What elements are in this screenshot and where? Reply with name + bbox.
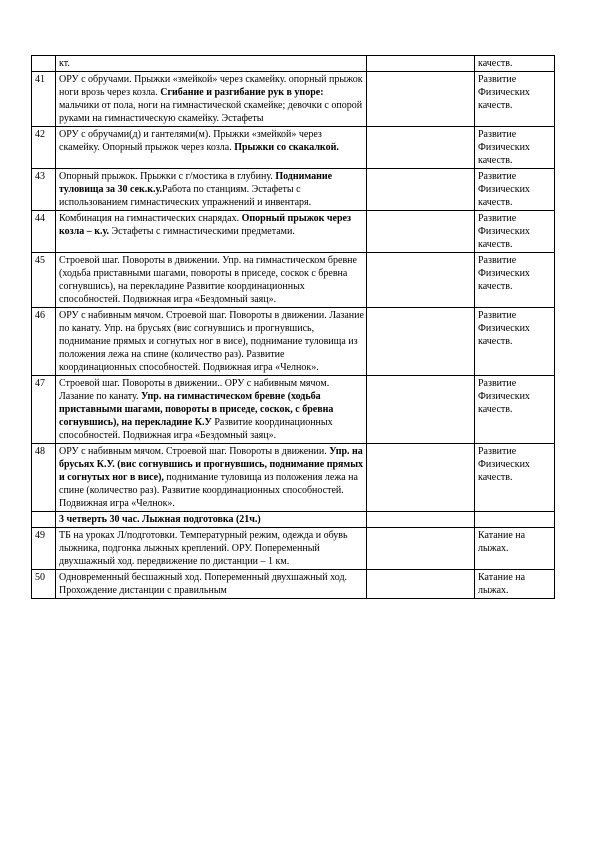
- text: Эстафеты с гимнастическими предметами.: [109, 226, 295, 237]
- empty-cell: [367, 56, 475, 72]
- text: Одновременный бесшажный ход. Попеременный двухшажный ход. Прохождение дистанции с правильным: [59, 572, 348, 596]
- empty-cell: [367, 570, 475, 599]
- text: ОРУ с набивным мячом. Строевой шаг. Повороты в движении.: [59, 446, 330, 457]
- lesson-number: 42: [32, 127, 56, 169]
- lesson-content: [56, 308, 367, 376]
- lesson-goal: Катание на лыжах.: [475, 528, 555, 570]
- lesson-row: [32, 528, 555, 570]
- lesson-content: [56, 169, 367, 211]
- lesson-number: 45: [32, 253, 56, 308]
- empty-cell: [367, 253, 475, 308]
- lesson-goal: качеств.: [475, 56, 555, 72]
- lesson-goal: Катание на лыжах.: [475, 570, 555, 599]
- text: Строевой шаг. Повороты в движении. Упр. на гимнастическом бревне (ходьба приставными шагами, повороты в приседе, соскок с бревна согнувшись), на перекладине Развитие координационных способностей. Подвижная игра «Бездомный заяц».: [59, 255, 357, 305]
- lesson-goal: Развитие Физических качеств.: [475, 169, 555, 211]
- lesson-content: [56, 211, 367, 253]
- lesson-content: [56, 56, 367, 72]
- empty-cell: [367, 444, 475, 512]
- text: Строевой шаг. Повороты в движении.. ОРУ с набивным мячом. Лазание по канату.: [59, 378, 330, 402]
- lesson-number: 50: [32, 570, 56, 599]
- bold-text: Прыжки со скакалкой.: [234, 142, 339, 153]
- lesson-row: [32, 72, 555, 127]
- empty-cell: [367, 512, 475, 528]
- lesson-goal: Развитие Физических качеств.: [475, 308, 555, 376]
- lesson-row: [32, 127, 555, 169]
- lesson-row: [32, 253, 555, 308]
- empty-cell: [367, 376, 475, 444]
- text: мальчики от пола, ноги на гимнастической скамейке; девочки с опорой руками на гимнастическую скамейку. Эстафеты: [59, 100, 363, 124]
- text: ОРУ с обручами. Прыжки «змейкой» через скамейку. опорный прыжок ноги врозь через козла.: [59, 74, 363, 98]
- lesson-number: 48: [32, 444, 56, 512]
- lesson-row: [32, 56, 555, 72]
- lesson-content: [56, 253, 367, 308]
- lesson-content: [56, 376, 367, 444]
- text: Работа по станциям. Эстафеты с использованием гимнастических упражнений и инвентаря.: [59, 184, 312, 208]
- lesson-goal: Развитие Физических качеств.: [475, 127, 555, 169]
- lesson-content: [56, 127, 367, 169]
- lesson-number: 41: [32, 72, 56, 127]
- empty-cell: [367, 72, 475, 127]
- lesson-goal: Развитие Физических качеств.: [475, 376, 555, 444]
- text: кт.: [59, 58, 70, 69]
- lesson-goal: Развитие Физических качеств.: [475, 253, 555, 308]
- lesson-number: 49: [32, 528, 56, 570]
- lesson-number: [32, 56, 56, 72]
- text: ОРУ с обручами(д) и гантелями(м). Прыжки «змейкой» через скамейку. Опорный прыжок через козла.: [59, 129, 322, 153]
- empty-cell: [367, 211, 475, 253]
- empty-cell: [367, 169, 475, 211]
- lesson-goal: Развитие Физических качеств.: [475, 211, 555, 253]
- lesson-goal: Развитие Физических качеств.: [475, 444, 555, 512]
- text: Опорный прыжок. Прыжки с г/мостика в глубину.: [59, 171, 276, 182]
- empty-cell: [367, 127, 475, 169]
- lesson-row: [32, 376, 555, 444]
- lesson-number: [32, 512, 56, 528]
- empty-cell: [367, 308, 475, 376]
- lesson-content: [56, 570, 367, 599]
- lesson-content: [56, 528, 367, 570]
- bold-text: Сгибание и разгибание рук в упоре:: [160, 87, 324, 98]
- bold-text: Упр. на брусьях К.У. (вис согнувшись и прогнувшись, поднимание прямых и согнутых ног в висе),: [59, 446, 364, 483]
- bold-text: Поднимание туловища за 30 сек.к.у.: [59, 171, 333, 195]
- bold-text: 3 четверть 30 час. Лыжная подготовка (21ч.): [59, 514, 261, 525]
- text: поднимание туловища из положения лежа на спине (количество раз). Развитие координационных способностей. Подвижная игра «Челнок».: [59, 472, 358, 509]
- lesson-goal: [475, 512, 555, 528]
- section-header-row: [32, 512, 555, 528]
- lesson-number: 46: [32, 308, 56, 376]
- text: Комбинация на гимнастических снарядах.: [59, 213, 242, 224]
- bold-text: Упр. на гимнастическом бревне (ходьба приставными шагами, повороты в приседе, соскок, с бревна согнувшись), на перекладине К.У: [59, 391, 334, 428]
- lesson-number: 47: [32, 376, 56, 444]
- text: ОРУ с набивным мячом. Строевой шаг. Повороты в движении. Лазание по канату. Упр. на брусьях (вис согнувшись и прогнувшись, поднимание прямых и согнутых ног в висе), поднимание туловища из положения лежа на спине (количество раз). Развитие координационных способностей. Подвижная игра «Челнок».: [59, 310, 364, 373]
- lesson-row: [32, 444, 555, 512]
- lesson-plan-body: [32, 56, 555, 599]
- lesson-row: [32, 211, 555, 253]
- lesson-goal: Развитие Физических качеств.: [475, 72, 555, 127]
- lesson-plan-table: [31, 55, 555, 599]
- text: ТБ на уроках Л/подготовки. Температурный режим, одежда и обувь лыжника, подгонка лыжных креплений. ОРУ. Попеременный двухшажный ход. передвижение по дистанции – 1 км.: [59, 530, 348, 567]
- lesson-number: 43: [32, 169, 56, 211]
- text: Развитие координационных способностей. Подвижная игра «Бездомный заяц».: [59, 417, 333, 441]
- lesson-number: 44: [32, 211, 56, 253]
- bold-text: Опорный прыжок через козла – к.у.: [59, 213, 352, 237]
- section-title: [56, 512, 367, 528]
- lesson-content: [56, 72, 367, 127]
- lesson-content: [56, 444, 367, 512]
- lesson-row: [32, 308, 555, 376]
- lesson-row: [32, 169, 555, 211]
- lesson-row: [32, 570, 555, 599]
- empty-cell: [367, 528, 475, 570]
